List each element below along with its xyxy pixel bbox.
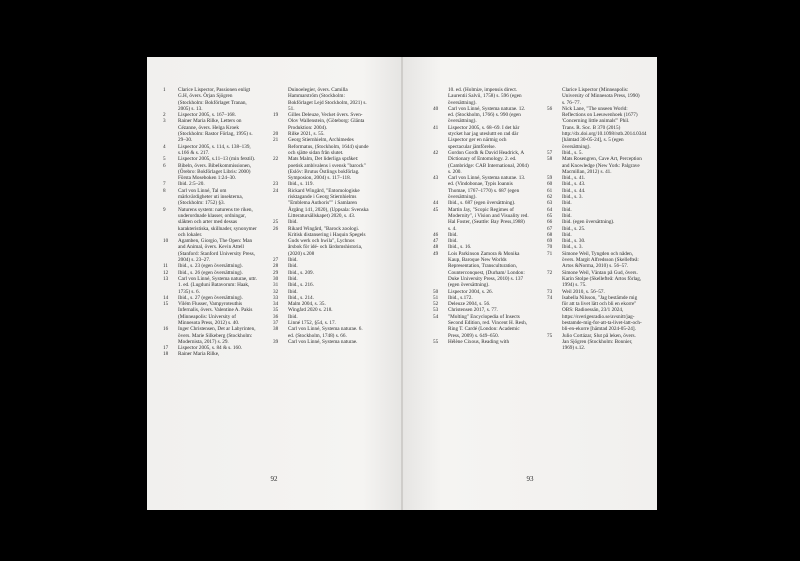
footnote-number: 18 — [163, 351, 169, 358]
footnote-text: Ibid., s. 216. — [288, 282, 314, 289]
footnote-number: 13 — [163, 275, 169, 282]
footnote — [163, 163, 259, 182]
footnote-number: 44 — [433, 200, 439, 207]
footnote-number: 56 — [547, 105, 553, 112]
footnote-text: Lispector 2004, s. 26. — [448, 288, 493, 295]
footnote-text: Carl von Linné, Systema naturae. — [288, 338, 358, 345]
footnote — [273, 188, 369, 219]
footnote — [163, 144, 259, 157]
footnote-text: Ibid. — [448, 231, 458, 238]
footnote — [433, 150, 529, 175]
footnote-number: 8 — [163, 187, 166, 194]
footnote-text: Ibid., s. 25. — [562, 225, 586, 232]
footnote-number: 58 — [547, 156, 553, 163]
footnote — [273, 326, 369, 339]
footnote — [163, 301, 259, 326]
footnote-text: Gilles Deleuze, Vecket övers. Sven-Olov Wallenstein, (Göteborg: Glänta Produktion: 2004). — [288, 112, 365, 131]
footnote-number: 35 — [273, 307, 279, 314]
footnote-text: Ibid., s. 16. — [448, 244, 472, 251]
footnote-text: Clarice Lispector (Minneapolis: University of Minnesota Press, 1990) s. 76–77. — [562, 87, 640, 106]
footnote-text: Ibid. — [288, 257, 298, 264]
footnote-number: 65 — [547, 212, 553, 219]
footnote-text: Ibid., s. 27 (egen översättning). — [178, 294, 243, 301]
page-number: 92 — [270, 475, 278, 483]
footnote-number: 59 — [547, 175, 553, 182]
book-spread — [147, 57, 657, 510]
footnote — [433, 251, 529, 289]
footnote — [433, 314, 529, 339]
footnote-text: Ibid. — [448, 238, 458, 245]
footnote-number: 74 — [547, 294, 553, 301]
footnote-text: Rilke 2021, s. 55. — [288, 131, 325, 138]
footnote-number: 62 — [547, 194, 553, 201]
footnote-number: 24 — [273, 187, 279, 194]
footnote-number: 7 — [163, 181, 166, 188]
footnote-text: Hélène Cixous, Reading with — [448, 338, 510, 345]
footnote-number: 50 — [433, 288, 439, 295]
footnote-number: 21 — [273, 137, 279, 144]
footnote-text: Carl von Linné, Systema naturae. 6. ed. (Stockholm, 1748) s. 66. — [288, 326, 363, 339]
footnote — [547, 295, 643, 333]
footnote-number: 71 — [547, 250, 553, 257]
footnote-text: Julio Cortázar, Slut på leken, övers. Jan Sjögren (Stockholm: Bonnier, 1969) s.12. — [562, 332, 636, 352]
footnote-number: 29 — [273, 269, 279, 276]
footnote-number: 72 — [547, 269, 553, 276]
footnote-text: Ibid., s.172. — [448, 294, 473, 301]
footnote-text: Clarice Lispector, Passionen enligt G.H, övers. Örjan Sjögren (Stockholm: Bokförlaget Tranan, 2005) s. 13. — [178, 87, 251, 112]
footnote-number: 1 — [163, 87, 166, 93]
footnote-text: Agamben, Giorgio, The Open: Man and Animal, övers. Kevin Attell (Stanford: Stanford University Press, 2004) s. 23–27. — [178, 238, 255, 264]
footnote-number: 47 — [433, 238, 439, 245]
footnote-text: Rickard Wingård, "Entomologiske risktagande i Georg Stiernhielms "Emblema Authoris"" i Samlaren Årgång 141, 2020), (Uppsala: Svenska Litteratursällskapet) 2020, s. 43. — [288, 187, 369, 219]
footnote-number: 40 — [433, 105, 439, 112]
footnote-number: 32 — [273, 288, 279, 295]
notes-column — [273, 87, 369, 345]
footnote-text: Ibid. — [562, 206, 572, 213]
footnote-text: Georg Stiernhielm, Archimedes Reformatus, (Stockholm, 1644) sjunde och sjätte sidan från slutet. — [288, 137, 369, 156]
footnote — [547, 270, 643, 289]
footnote-text: Ibid. — [288, 263, 298, 270]
footnote-text: Ibid. — [288, 313, 298, 320]
footnote-text: Ibid. — [562, 231, 572, 238]
footnote-number: 64 — [547, 206, 553, 213]
footnote-number: 2 — [163, 112, 166, 119]
footnote-text: Ibid., s. 687 (egen översättning). — [448, 200, 516, 207]
footnote — [163, 276, 259, 295]
footnote — [163, 87, 259, 112]
footnote-number: 54 — [433, 313, 439, 320]
footnote-text: Ibid. — [288, 219, 298, 226]
footnote-text: Ibid. (egen översättning). — [562, 219, 615, 226]
footnote-number: 52 — [433, 301, 439, 308]
footnote-number: 55 — [433, 338, 439, 345]
footnote-text: Simone Weil, Tyngden och nåden, övers. Margit Alfredsson (Skellefteå: Artos &Norma, 2010) s. 56–57. — [562, 250, 639, 270]
footnote-number: 57 — [547, 149, 553, 156]
footnote-number: 39 — [273, 338, 279, 345]
footnote — [163, 207, 259, 238]
right-page — [403, 57, 657, 510]
footnote-text: Ibid. 2:5–20. — [178, 181, 205, 188]
footnote-number: 31 — [273, 282, 279, 289]
footnote — [547, 87, 643, 106]
footnote-number: 17 — [163, 345, 169, 352]
footnote-text: Naturens system: naturens tre riken, underordnade klasser, ordningar, släkten och arter med dessas karakteristiska, skillnader, synonymer och lokaler. — [178, 206, 257, 238]
footnote-number: 26 — [273, 225, 279, 232]
page-number: 93 — [526, 475, 534, 483]
footnote-text: "Molting" Encyclopedia of Insects Second Edition, red. Vincent H. Resh, Ring T. Cardé (London: Academic Press, 2009) s. 649–650. — [448, 313, 527, 339]
footnote-number: 9 — [163, 206, 166, 213]
footnote — [273, 112, 369, 131]
footnote-text: Ibid., s. 5. — [562, 149, 583, 156]
footnote-number: 38 — [273, 326, 279, 333]
footnote-text: Ibid., s. 23 (egen översättning). — [178, 263, 243, 270]
footnote — [433, 87, 529, 106]
footnote-text: Ibid. — [288, 288, 298, 295]
left-page — [147, 57, 401, 510]
footnote-number: 10 — [163, 238, 169, 245]
footnote-number: 22 — [273, 156, 279, 163]
footnote-number: 34 — [273, 301, 279, 308]
footnote-text: Ibid., s. 209. — [288, 269, 314, 276]
footnote-number: 68 — [547, 231, 553, 238]
footnote-text: Christensen 2017, s. 77. — [448, 307, 498, 314]
footnote-text: Bibeln, övers. Bibelkommissionen, (Örebro: Bokförlaget Libris: 2000) Första Moseboken 1:24–30. — [178, 162, 252, 182]
footnote — [433, 207, 529, 232]
footnote-number: 28 — [273, 263, 279, 270]
footnote — [273, 156, 369, 181]
footnote-number: 41 — [433, 124, 439, 131]
footnote-text: Deleuze 2004, s. 56. — [448, 301, 491, 308]
footnote-text: Rainer Maria Rilke, — [178, 351, 220, 358]
footnote-text: Ibid., s. 43. — [562, 181, 586, 188]
footnote-text: Lispector 2005, s. 68–69. I det här stycket har jag utesluttt en rad där Lispector ger en närmig och spectacular jämförelse. — [448, 124, 520, 150]
footnote-text: Nick Lane, "The unseen World: Reflections on Leeuwenhoek (1677) 'Concerning little animals'" Phil. Trans. R. Soc. B 370 (2015) http://dx.doi.org/10.1098/rstb.2014.0344 [hämtad 30-05-24], s. 5 (egen översättning). — [562, 105, 647, 150]
footnote-number: 36 — [273, 313, 279, 320]
footnote-number: 61 — [547, 187, 553, 194]
footnote-text: Ibid., s. 41. — [562, 175, 586, 182]
footnote-text: Ibid., s. 214. — [288, 294, 314, 301]
footnote-number: 30 — [273, 275, 279, 282]
footnote-text: Carl von Linné, Systema naturae, uttr. 1. ed. (Lugduni Batavorum: Haak, 1735) s. 6. — [178, 275, 257, 295]
footnote-number: 69 — [547, 238, 553, 245]
footnote-number: 4 — [163, 143, 166, 150]
footnote — [547, 105, 647, 150]
footnote-text: Vilém Flusser, Vampyroteuthis Infernalis, övers. Valentine A. Pakis (Minneapolis: University of Minnesota Press, 2012) s. 40. — [178, 301, 253, 326]
footnote-number: 51 — [433, 294, 439, 301]
footnote — [163, 326, 259, 345]
footnote-number: 33 — [273, 294, 279, 301]
footnote-number: 27 — [273, 257, 279, 264]
footnote-text: Carl von Linné, Tal om märkvärdigheter uti insekterna, (Stockholm: 1752) §3. — [178, 187, 243, 207]
footnote-text: Lispector 2005, s. 114, s. 138–139, s.166 & s. 217. — [178, 143, 251, 156]
footnote-text: Carl von Linné, Systema naturae. 12. ed. (Stockholm, 1766) s. 990 (egen översättning). — [448, 105, 526, 125]
footnote-text: Isabella Nilsson, "Jag bestämde mig för att ta livet lätt och bli en ekorre" OBS: Radioessän, 23/1 2024, https://sverigesradio.se/avsnitt/jag-bestamde-mig-for-att-ta-livet-latt-och-bli-en-ekorre [hämtad 2024-05-24]. — [562, 294, 642, 333]
footnote — [163, 188, 259, 207]
footnote — [547, 156, 643, 175]
footnote — [547, 333, 643, 352]
footnote-number: 70 — [547, 244, 553, 251]
footnote-text: Ibid., s. 3. — [562, 194, 583, 201]
footnote-number: 45 — [433, 206, 439, 213]
footnote-text: Ibid., s. 26 (egen översättning). — [178, 269, 243, 276]
footnote-text: Linné 1752, §54, s. 17. — [288, 319, 336, 326]
footnote-number: 48 — [433, 244, 439, 251]
footnote — [273, 87, 369, 112]
footnote — [547, 251, 643, 270]
footnote-number: 75 — [547, 332, 553, 339]
footnote-number: 60 — [547, 181, 553, 188]
footnote-text: Wingård 2020 s. 218. — [288, 307, 333, 314]
footnote-text: Weil 2010, s. 56–57. — [562, 288, 605, 295]
footnote-text: Simone Weil, Väntan på Gud, övers. Karin Stolpe (Skellefteå: Artos förlag, 1994) s. 75. — [562, 269, 642, 289]
footnote-text: Mats Malm, Det liderliga språket: poetisk ambivalens i svensk "barock" (Eslöv: Brutus Östlings bokförlag. Symposion, 2004) s. 117–118. — [288, 156, 366, 182]
footnote — [273, 339, 369, 345]
footnote-text: Inger Christensen, Det ar Labyrinten, övers. Marie Silkeberg (Stockholm: Modernista, 2017) s. 29. — [178, 326, 256, 345]
footnote — [163, 118, 259, 143]
footnote-number: 66 — [547, 219, 553, 226]
footnote-text: Duinoelegier, övers. Camilla Hammarström (Stockholm: Bokförlaget Lejd Stockholm, 2021) s. 51. — [288, 87, 367, 112]
footnote-number: 25 — [273, 219, 279, 226]
footnote-number: 6 — [163, 162, 166, 169]
footnote-number: 73 — [547, 288, 553, 295]
footnote-number: 63 — [547, 200, 553, 207]
notes-column — [433, 87, 529, 345]
footnote-text: Carl von Linné, Systema naturae. 13. ed. (Vindobonae, Typis Ioannis Thomae, 1767–1770) s. 687 (egen översättning). — [448, 175, 526, 201]
footnote-text: 10. ed. (Holmiæ, impensis direct. Laurentii Salvii, 1758) s. 596 (egen översättning). — [448, 87, 522, 106]
footnote-text: Malm 2004, s. 35. — [288, 301, 326, 308]
footnote-text: Mats Rosengren, Cave Art, Perception and Knowledge (New York: Palgrave Macmillan, 2012) s. 41. — [562, 156, 642, 175]
footnote-text: Ibid., s. 44. — [562, 187, 586, 194]
footnote — [433, 175, 529, 200]
footnote-text: Gordon Gordh & David Headrick, A Dictionary of Entomology. 2. ed. (Cambridge: CAB International, 2004) s. 200. — [448, 149, 529, 175]
footnote-text: Ibid. — [562, 212, 572, 219]
footnote-number: 3 — [163, 118, 166, 125]
footnote-number: 11 — [163, 263, 168, 270]
footnote-text: Martin Jay, "Scopic Regimes of Modernity", i Vision and Visuality red. Hal Foster, (Seattle: Bay Press,1988) s. 4. — [448, 206, 529, 232]
footnote-text: Lispector 2005, s. 167–168. — [178, 112, 236, 119]
footnote-text: Rainer Maria Rilke, Letters on Cézanne, övers. Helga Kroek (Stockholm: Rastor Förlag, 1995) s. 29–30. — [178, 118, 253, 144]
footnote-text: Lispector 2005, s. 84 & s. 160. — [178, 345, 242, 352]
footnote — [433, 106, 529, 125]
footnote — [163, 351, 259, 357]
footnote-text: Ibid., s. 119. — [288, 181, 314, 188]
footnote — [433, 125, 529, 150]
footnote — [273, 137, 369, 156]
footnote-number: 42 — [433, 149, 439, 156]
footnote-number: 67 — [547, 225, 553, 232]
footnote-text: Rikard Wingård, "Barock zoologi. Kritisk distansering i Haquin Spegels Guds werk och hwila", Lychnos årsbok för idé- och lärdomshistoria, (2020) s.208 — [288, 225, 366, 257]
footnote-number: 14 — [163, 294, 169, 301]
footnote — [273, 226, 369, 257]
footnote-text: Ibid., s. 30. — [562, 238, 586, 245]
footnote-number: 5 — [163, 156, 166, 163]
footnote-number: 15 — [163, 301, 169, 308]
footnote-number: 20 — [273, 131, 279, 138]
footnote-text: Ibid., s. 3. — [562, 244, 583, 251]
footnote-number: 43 — [433, 175, 439, 182]
footnote-text: Lois Parkinson Zamora & Monika Kaup, Baroque New Worlds Representation, Transculturation, Counterconquest, (Durham/ London: Duke University Press, 2010) s. 137 (egen översättning). — [448, 250, 525, 289]
notes-column — [163, 87, 259, 358]
footnote — [433, 339, 529, 345]
footnote-number: 49 — [433, 250, 439, 257]
footnote-number: 12 — [163, 269, 169, 276]
footnote-text: Lispector 2005, s.11–13 (min fetstil). — [178, 156, 256, 163]
footnote-number: 16 — [163, 326, 169, 333]
footnote-text: Ibid. — [288, 275, 298, 282]
footnote-text: Ibid. — [562, 200, 572, 207]
footnote — [163, 238, 259, 263]
footnote-number: 37 — [273, 319, 279, 326]
footnote-number: 19 — [273, 112, 279, 119]
notes-column — [547, 87, 647, 352]
footnote-number: 23 — [273, 181, 279, 188]
footnote-number: 53 — [433, 307, 439, 314]
footnote-number: 46 — [433, 231, 439, 238]
